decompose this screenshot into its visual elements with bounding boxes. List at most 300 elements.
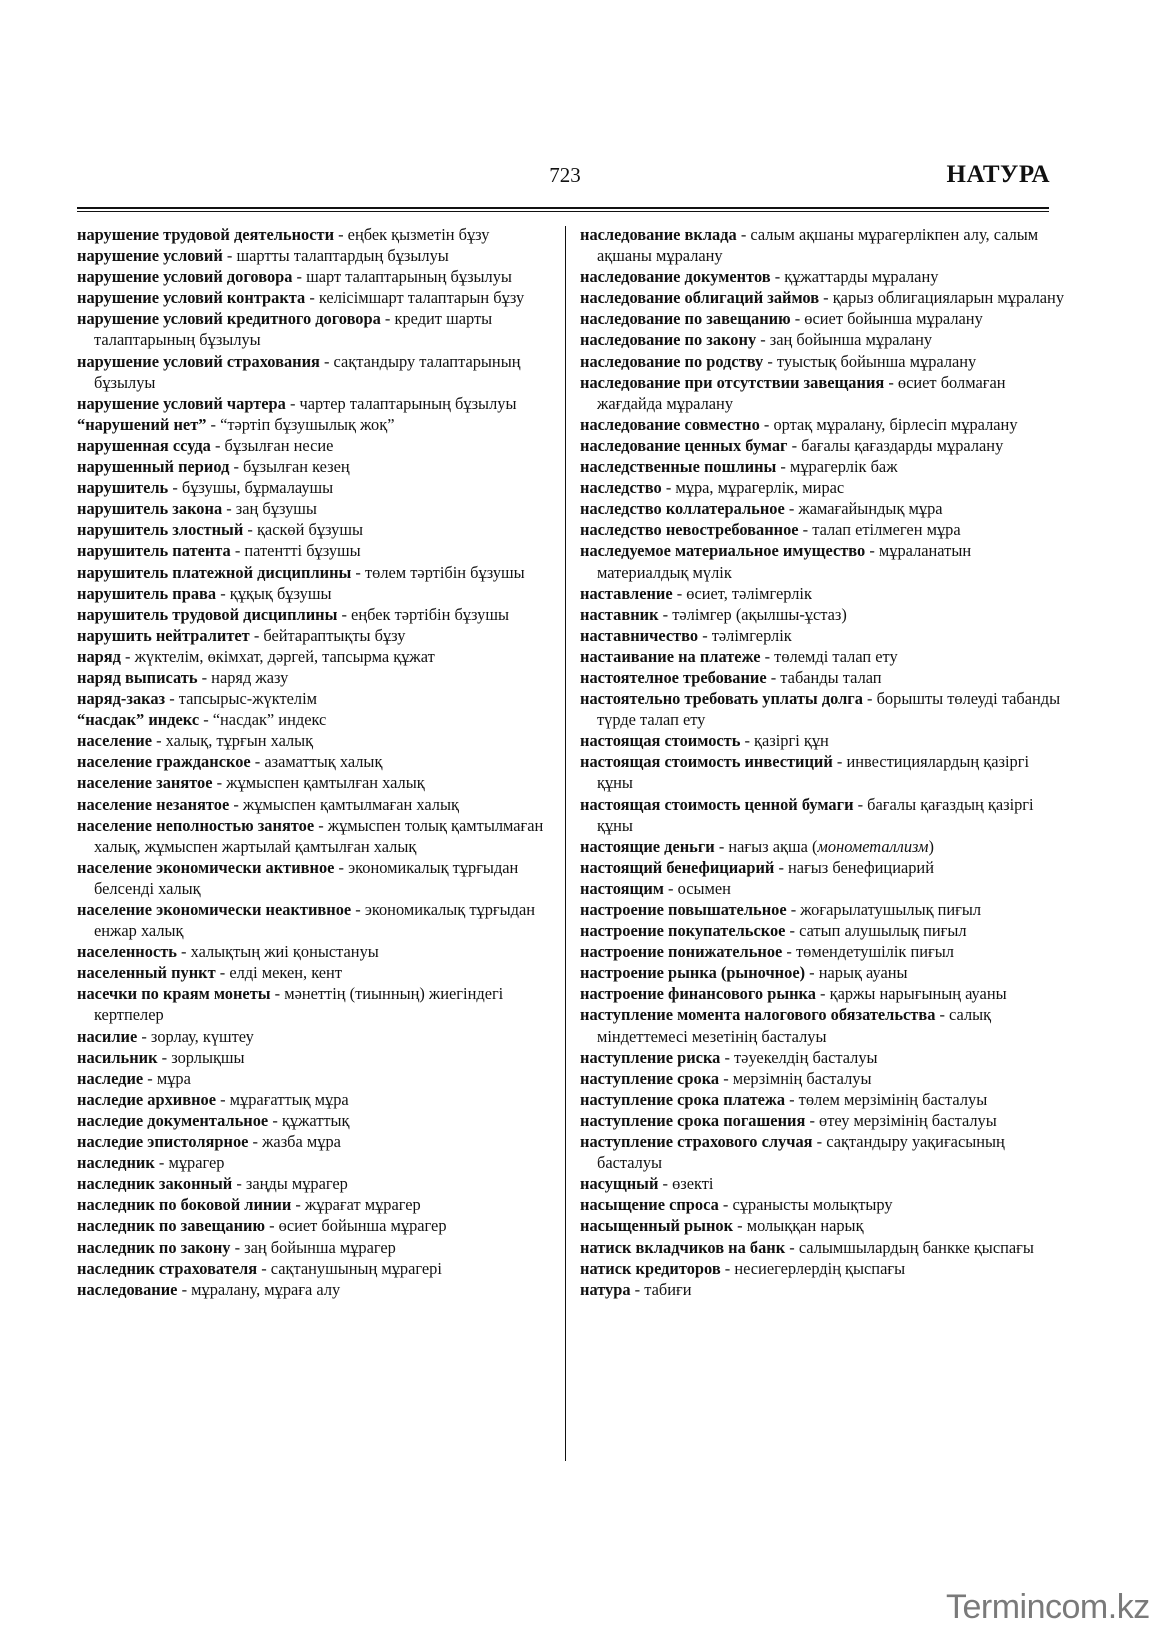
entry-term: настроение понижательное [580, 942, 783, 962]
gloss-text: - заңды мұрагер [232, 1174, 348, 1194]
dictionary-entry [77, 1131, 547, 1152]
entry-term: наследие документальное [77, 1110, 269, 1130]
gloss-text: - сақтанушының мұрагері [257, 1258, 442, 1278]
entry-term: нарушение условий договора [77, 267, 293, 287]
entry-gloss [292, 267, 512, 286]
entry-gloss [719, 1069, 871, 1088]
entry-term: наступление страхового случая [580, 1132, 813, 1152]
entry-term: наследник по завещанию [77, 1216, 265, 1236]
gloss-text: - салымшылардың банкке қыспағы [785, 1237, 1034, 1257]
gloss-text: - жазба мұра [248, 1132, 341, 1152]
entry-term: настоящая стоимость [580, 731, 741, 751]
entry-term: натура [580, 1279, 631, 1299]
entry-term: наследование [77, 1279, 178, 1299]
dictionary-entry [77, 1026, 547, 1047]
dictionary-entry [580, 1237, 1065, 1258]
entry-gloss [664, 879, 731, 898]
entry-gloss [230, 1238, 395, 1257]
dictionary-entry [580, 1004, 1065, 1046]
entry-gloss [216, 584, 331, 603]
gloss-text: - өзекті [658, 1174, 714, 1194]
gloss-text: - жоғарылатушылық пиғыл [786, 900, 982, 919]
gloss-text: - бейтараптықты бұзу [249, 625, 406, 645]
gloss-text: - өсиет, тәлімгерлік [672, 583, 812, 603]
gloss-text: - мұра, мұрагерлік, мирас [661, 478, 845, 498]
gloss-text: - мұрағаттық мұра [216, 1089, 349, 1109]
entry-gloss [243, 520, 363, 539]
gloss-text: - бұзылған кезең [229, 457, 350, 477]
entry-term: настоятелное требование [580, 667, 767, 687]
entry-gloss [337, 605, 509, 624]
entry-gloss [756, 330, 932, 349]
dictionary-entry [77, 351, 547, 393]
dictionary-entry [580, 287, 1065, 308]
column-divider [565, 226, 566, 1461]
dictionary-entry [580, 962, 1065, 983]
dictionary-entry [580, 730, 1065, 751]
entry-gloss [216, 963, 342, 982]
entry-gloss [168, 478, 333, 497]
entry-term: настроение рынка (рыночное) [580, 963, 806, 983]
gloss-text: - құқық бұзушы [216, 583, 332, 603]
dictionary-entry [77, 498, 547, 519]
entry-gloss [143, 1069, 191, 1088]
dictionary-entry [580, 1047, 1065, 1068]
entry-gloss [211, 436, 334, 455]
gloss-text: - инвестициялардың қазіргі құны [597, 752, 1030, 793]
gloss-text: - сатып алушылық пиғыл [785, 921, 967, 941]
dictionary-entry [580, 878, 1065, 899]
dictionary-entry [580, 1215, 1065, 1236]
gloss-text: - құжаттарды мұралану [770, 267, 939, 287]
gloss-text: - наряд жазу [197, 667, 289, 687]
dictionary-entry [580, 899, 1065, 920]
entry-gloss [334, 225, 489, 244]
entry-term: настоятельно требовать уплаты долга [580, 689, 863, 709]
entry-term: наследственные пошлины [580, 457, 777, 477]
gloss-text: - нағыз бенефициарий [774, 857, 934, 877]
dictionary-entry [77, 1110, 547, 1131]
gloss-text: - бағалы қағаздың қазіргі құны [597, 794, 1034, 835]
entry-gloss [216, 1090, 349, 1109]
entry-gloss [791, 309, 983, 328]
gloss-text: - мұра [143, 1068, 191, 1088]
right-column [580, 224, 1065, 1300]
gloss-text: - молыққан нарық [733, 1216, 864, 1236]
entry-gloss [257, 1259, 442, 1278]
dictionary-entry [77, 1089, 547, 1110]
entry-gloss [250, 626, 406, 645]
dictionary-entry [77, 456, 547, 477]
gloss-text: - чартер талаптарының бұзылуы [285, 393, 517, 413]
watermark-logo [946, 1588, 1151, 1632]
entry-gloss [248, 1132, 340, 1151]
gloss-text: - жұмыспен толық қамтылмаған халық, жұмыспен жартылай қамтылған халық [94, 815, 544, 856]
dictionary-entry [580, 836, 1065, 857]
entry-term: нарушенная ссуда [77, 435, 211, 455]
entry-term: настроение покупательское [580, 921, 786, 941]
gloss-text: - заң бұзушы [222, 499, 317, 519]
entry-gloss [782, 942, 954, 961]
entry-gloss [805, 963, 907, 982]
entry-term: нарушение условий страхования [77, 351, 320, 371]
entry-gloss [231, 541, 361, 560]
entry-term: настоящий бенефициарий [580, 857, 775, 877]
gloss-text: - патентті бұзушы [230, 541, 361, 561]
dictionary-entry [77, 667, 547, 688]
gloss-text: - табанды талап [766, 667, 882, 687]
gloss-text: - экономикалық тұрғыдан белсенді халық [94, 857, 519, 898]
entry-term: наследование ценных бумаг [580, 435, 788, 455]
entry-term: населенный пункт [77, 963, 216, 983]
gloss-end: ) [928, 836, 934, 856]
entry-gloss [291, 1195, 421, 1214]
dictionary-entry [77, 1279, 547, 1300]
gloss-text: - ортақ мұралану, бірлесіп мұралану [759, 414, 1018, 434]
gloss-text: - мұралану, мұраға алу [177, 1279, 341, 1299]
dictionary-entry [580, 625, 1065, 646]
gloss-text: - төлемді талап ету [760, 646, 898, 666]
entry-gloss [761, 647, 898, 666]
gloss-text: - тәуекелдің басталуы [720, 1047, 878, 1067]
gloss-text: - елді мекен, кент [215, 963, 342, 983]
dictionary-entry [580, 224, 1065, 266]
entry-gloss [155, 1153, 225, 1172]
entry-gloss [774, 858, 934, 877]
dictionary-entry [77, 1173, 547, 1194]
dictionary-entry [580, 1279, 1065, 1300]
dictionary-entry [580, 456, 1065, 477]
entry-term: население незанятое [77, 794, 230, 814]
gloss-text: - жұмыспен қамтылмаған халық [229, 794, 459, 814]
entry-term: нарушенный период [77, 457, 230, 477]
dictionary-entry [77, 1047, 547, 1068]
dictionary-entry [77, 751, 547, 772]
gloss-text: - салым ақшаны мұрагерлікпен алу, салым ақшаны мұралану [597, 225, 1039, 266]
gloss-text: - табиғи [630, 1279, 692, 1299]
header-rule [77, 207, 1049, 209]
entry-gloss [673, 584, 812, 603]
gloss-text: - зорлау, күштеу [137, 1026, 254, 1046]
entry-term: насильник [77, 1047, 158, 1067]
entry-term: нарушитель злостный [77, 520, 244, 540]
entry-gloss [165, 689, 317, 708]
dictionary-entry [77, 625, 547, 646]
dictionary-entry [580, 540, 1065, 582]
entry-gloss [229, 457, 349, 476]
entry-gloss [121, 647, 435, 666]
gloss-text: - мұрагер [154, 1153, 225, 1173]
entry-term: наследование вклада [580, 225, 737, 244]
entry-term: наследуемое материальное имущество [580, 541, 866, 561]
entry-term: настроение финансового рынка [580, 984, 816, 1004]
entry-gloss [198, 668, 289, 687]
entry-term: наследование документов [580, 267, 771, 287]
entry-term: наследие [77, 1068, 144, 1088]
dictionary-entry [580, 1194, 1065, 1215]
dictionary-entry [77, 772, 547, 793]
gloss-text: - нарық ауаны [805, 963, 908, 983]
dictionary-entry [580, 920, 1065, 941]
entry-term: наступление риска [580, 1047, 721, 1067]
entry-term: нарушение условий чартера [77, 393, 286, 413]
entry-term: наследник по закону [77, 1237, 231, 1257]
gloss-text: - төлем мерзімінің басталуы [785, 1089, 988, 1109]
entry-gloss [351, 563, 524, 582]
entry-term: нарушитель трудовой дисциплины [77, 604, 338, 624]
dictionary-entry [77, 562, 547, 583]
watermark-text: Termincom.kz [946, 1588, 1150, 1626]
entry-term: насыщенный рынок [580, 1216, 734, 1236]
gloss-text: - қаржы нарығының ауаны [815, 984, 1007, 1004]
gloss-text: - тәлімгерлік [698, 625, 792, 645]
entry-gloss [223, 246, 449, 265]
entry-gloss [229, 795, 459, 814]
entry-term: наступление момента налогового обязательства [580, 1005, 936, 1025]
entry-term: наследование облигаций займов [580, 288, 820, 308]
entry-term: насилие [77, 1026, 138, 1046]
dictionary-entry [580, 857, 1065, 878]
entry-gloss [286, 394, 517, 413]
entry-gloss [787, 900, 982, 919]
gloss-text: - жұмыспен қамтылған халық [212, 773, 425, 793]
dictionary-entry [77, 287, 547, 308]
dictionary-entry [580, 329, 1065, 350]
gloss-text: - борышты төлеуді табанды түрде талап ету [597, 689, 1061, 730]
entry-gloss [733, 1216, 864, 1235]
gloss-text: - туыстық бойынша мұралану [763, 351, 977, 371]
dictionary-entry [77, 540, 547, 561]
entry-gloss [767, 668, 882, 687]
entry-gloss [785, 1090, 987, 1109]
entry-term: наследие эпистолярное [77, 1132, 249, 1152]
gloss-text: - өсиет бойынша мұралану [790, 309, 983, 329]
entry-gloss [206, 415, 394, 434]
entry-gloss [662, 478, 844, 497]
entry-term: наследник законный [77, 1174, 233, 1194]
dictionary-entry [77, 308, 547, 350]
dictionary-entry [77, 646, 547, 667]
entry-term: наследство невостребованное [580, 520, 799, 540]
gloss-text: - өсиет бойынша мұрагер [264, 1216, 447, 1236]
dictionary-entry [580, 604, 1065, 625]
gloss-text: - жүктелім, өкімхат, дәргей, тапсырма құжат [120, 646, 435, 666]
dictionary-entry [580, 941, 1065, 962]
entry-term: нарушитель [77, 478, 169, 498]
dictionary-entry [77, 435, 547, 456]
dictionary-entry [77, 414, 547, 435]
entry-term: наследование по закону [580, 330, 757, 350]
dictionary-entry [77, 1215, 547, 1236]
dictionary-entry [77, 899, 547, 941]
entry-gloss [776, 457, 897, 476]
entry-term: наступление срока погашения [580, 1110, 806, 1130]
gloss-text: - еңбек қызметін бұзу [334, 225, 490, 244]
gloss-text: - тапсырыс-жүктелім [165, 689, 318, 709]
entry-term: население неполностью занятое [77, 815, 315, 835]
entry-gloss [137, 1027, 254, 1046]
gloss-text: - еңбек тәртібін бұзушы [337, 604, 509, 624]
entry-term: наступление срока [580, 1068, 720, 1088]
gloss-text: - талап етілмеген мұра [798, 520, 961, 540]
gloss-text: - сақтандыру уақиғасының басталуы [597, 1132, 1005, 1173]
entry-term: наряд [77, 646, 121, 666]
entry-term: население гражданское [77, 752, 251, 772]
dictionary-entry [580, 1173, 1065, 1194]
gloss-text: - жамағайындық мұра [784, 499, 943, 519]
gloss-text: - шартты талаптардың бұзылуы [222, 246, 449, 266]
entry-term: наследство коллатеральное [580, 499, 785, 519]
entry-term: нарушитель закона [77, 499, 223, 519]
gloss-text: - өсиет болмаған жағдайда мұралану [597, 372, 1006, 413]
dictionary-entry [77, 730, 547, 751]
gloss-text: - бұзылған несие [210, 435, 334, 455]
gloss-text: - төлем тәртібін бұзушы [351, 562, 525, 582]
entry-term: население экономически активное [77, 857, 335, 877]
entry-gloss [720, 1048, 877, 1067]
gloss-text: - шарт талаптарының бұзылуы [292, 267, 512, 287]
entry-term: наступление срока платежа [580, 1089, 786, 1109]
gloss-text: - келісімшарт талаптарын бұзу [305, 288, 525, 308]
gloss-text: - халық, тұрғын халық [152, 731, 314, 751]
entry-term: наследство [580, 478, 662, 498]
entry-gloss [199, 710, 326, 729]
entry-gloss [213, 773, 425, 792]
entry-gloss [799, 520, 961, 539]
dictionary-entry [77, 245, 547, 266]
entry-gloss [740, 731, 828, 750]
entry-term: наставничество [580, 625, 699, 645]
gloss-text: - несиегерлердің қыспағы [720, 1258, 906, 1278]
dictionary-entry [580, 751, 1065, 793]
dictionary-entry [77, 962, 547, 983]
entry-term: наследование по завещанию [580, 309, 791, 329]
gloss-text: - халықтың жиі қоныстануы [176, 942, 379, 962]
dictionary-entry [77, 794, 547, 815]
entry-gloss [715, 837, 934, 856]
dictionary-entry [580, 1131, 1065, 1173]
dictionary-entry [77, 941, 547, 962]
entry-term: нарушитель права [77, 583, 217, 603]
dictionary-entry [580, 583, 1065, 604]
dictionary-entry [77, 604, 547, 625]
entry-gloss [763, 352, 976, 371]
entry-term: наследование при отсутствии завещания [580, 372, 885, 392]
page-number: 723 [549, 163, 581, 187]
dictionary-entry [77, 393, 547, 414]
dictionary-entry [580, 372, 1065, 414]
dictionary-entry [580, 688, 1065, 730]
dictionary-entry [580, 983, 1065, 1004]
entry-gloss [819, 288, 1064, 307]
gloss-text: - сақтандыру талаптарының бұзылуы [94, 351, 521, 392]
entry-term: насыщение спроса [580, 1195, 719, 1215]
entry-gloss [788, 436, 1004, 455]
dictionary-entry [77, 709, 547, 730]
gloss-text: - осымен [663, 878, 731, 898]
dictionary-entry [77, 1194, 547, 1215]
dictionary-entry [77, 983, 547, 1025]
dictionary-entry [580, 794, 1065, 836]
entry-gloss [177, 942, 379, 961]
entry-term: “насдак” индекс [77, 710, 200, 730]
gloss-text: - “насдак” индекс [199, 710, 327, 730]
dictionary-entry [77, 266, 547, 287]
entry-gloss [659, 605, 847, 624]
gloss-text: - жұрағат мұрагер [291, 1195, 421, 1215]
dictionary-entry [580, 414, 1065, 435]
gloss-italic: монометаллизм [817, 836, 929, 856]
entry-term: население занятое [77, 773, 213, 793]
dictionary-entry [580, 351, 1065, 372]
entry-term: наряд-заказ [77, 689, 166, 709]
entry-term: наследник страхователя [77, 1258, 258, 1278]
dictionary-entry [580, 308, 1065, 329]
entry-term: настоящая стоимость ценной бумаги [580, 794, 854, 814]
dictionary-entry [580, 498, 1065, 519]
gloss-text: - бұзушы, бұрмалаушы [168, 478, 334, 498]
entry-term: “нарушений нет” [77, 414, 207, 434]
dictionary-entry [77, 857, 547, 899]
entry-gloss [177, 1280, 340, 1299]
dictionary-entry [580, 1110, 1065, 1131]
entry-term: наследник [77, 1153, 155, 1173]
dictionary-entry [580, 1258, 1065, 1279]
dictionary-entry [580, 266, 1065, 287]
header-rule-thin [77, 211, 1049, 212]
entry-term: натиск кредиторов [580, 1258, 721, 1278]
entry-gloss [816, 984, 1007, 1003]
gloss-text: - салық міндеттемесі мезетінің басталуы [597, 1005, 992, 1046]
gloss-text: - қарыз облигацияларын мұралану [819, 288, 1065, 308]
entry-term: нарушение трудовой деятельности [77, 225, 335, 244]
entry-term: насущный [580, 1174, 659, 1194]
dictionary-entry [77, 583, 547, 604]
entry-gloss [232, 1174, 348, 1193]
entry-gloss [265, 1216, 447, 1235]
dictionary-entry [580, 646, 1065, 667]
gloss-text: - мұраланатын материалдық мүлік [597, 541, 972, 582]
entry-term: населенность [77, 942, 177, 962]
dictionary-entry [580, 435, 1065, 456]
dictionary-entry [580, 1089, 1065, 1110]
dictionary-entry [580, 1068, 1065, 1089]
entry-gloss [785, 1238, 1034, 1257]
entry-term: наследование совместно [580, 414, 760, 434]
entry-term: настоящие деньги [580, 836, 715, 856]
dictionary-entry [77, 1237, 547, 1258]
entry-gloss [719, 1195, 893, 1214]
entry-term: нарушитель платежной дисциплины [77, 562, 352, 582]
entry-term: наставник [580, 604, 659, 624]
entry-gloss [251, 752, 383, 771]
entry-gloss [152, 731, 313, 750]
entry-gloss [760, 415, 1018, 434]
dictionary-entry [77, 224, 547, 245]
entry-term: настоящим [580, 878, 664, 898]
entry-gloss [222, 499, 317, 518]
gloss-text: - мәнеттің (тиынның) жиегіндегі кертпелер [94, 984, 504, 1025]
entry-gloss [771, 267, 939, 286]
gloss-text: - нағыз ақша ( [714, 836, 818, 856]
entry-term: нарушение условий [77, 246, 223, 266]
dictionary-entry [77, 1068, 547, 1089]
gloss-text: - құжаттық [268, 1110, 350, 1130]
entry-term: население экономически неактивное [77, 900, 352, 919]
entry-gloss [805, 1111, 996, 1130]
entry-term: население [77, 731, 153, 751]
gloss-text: - “тәртіп бұзушылық жоқ” [206, 414, 395, 434]
